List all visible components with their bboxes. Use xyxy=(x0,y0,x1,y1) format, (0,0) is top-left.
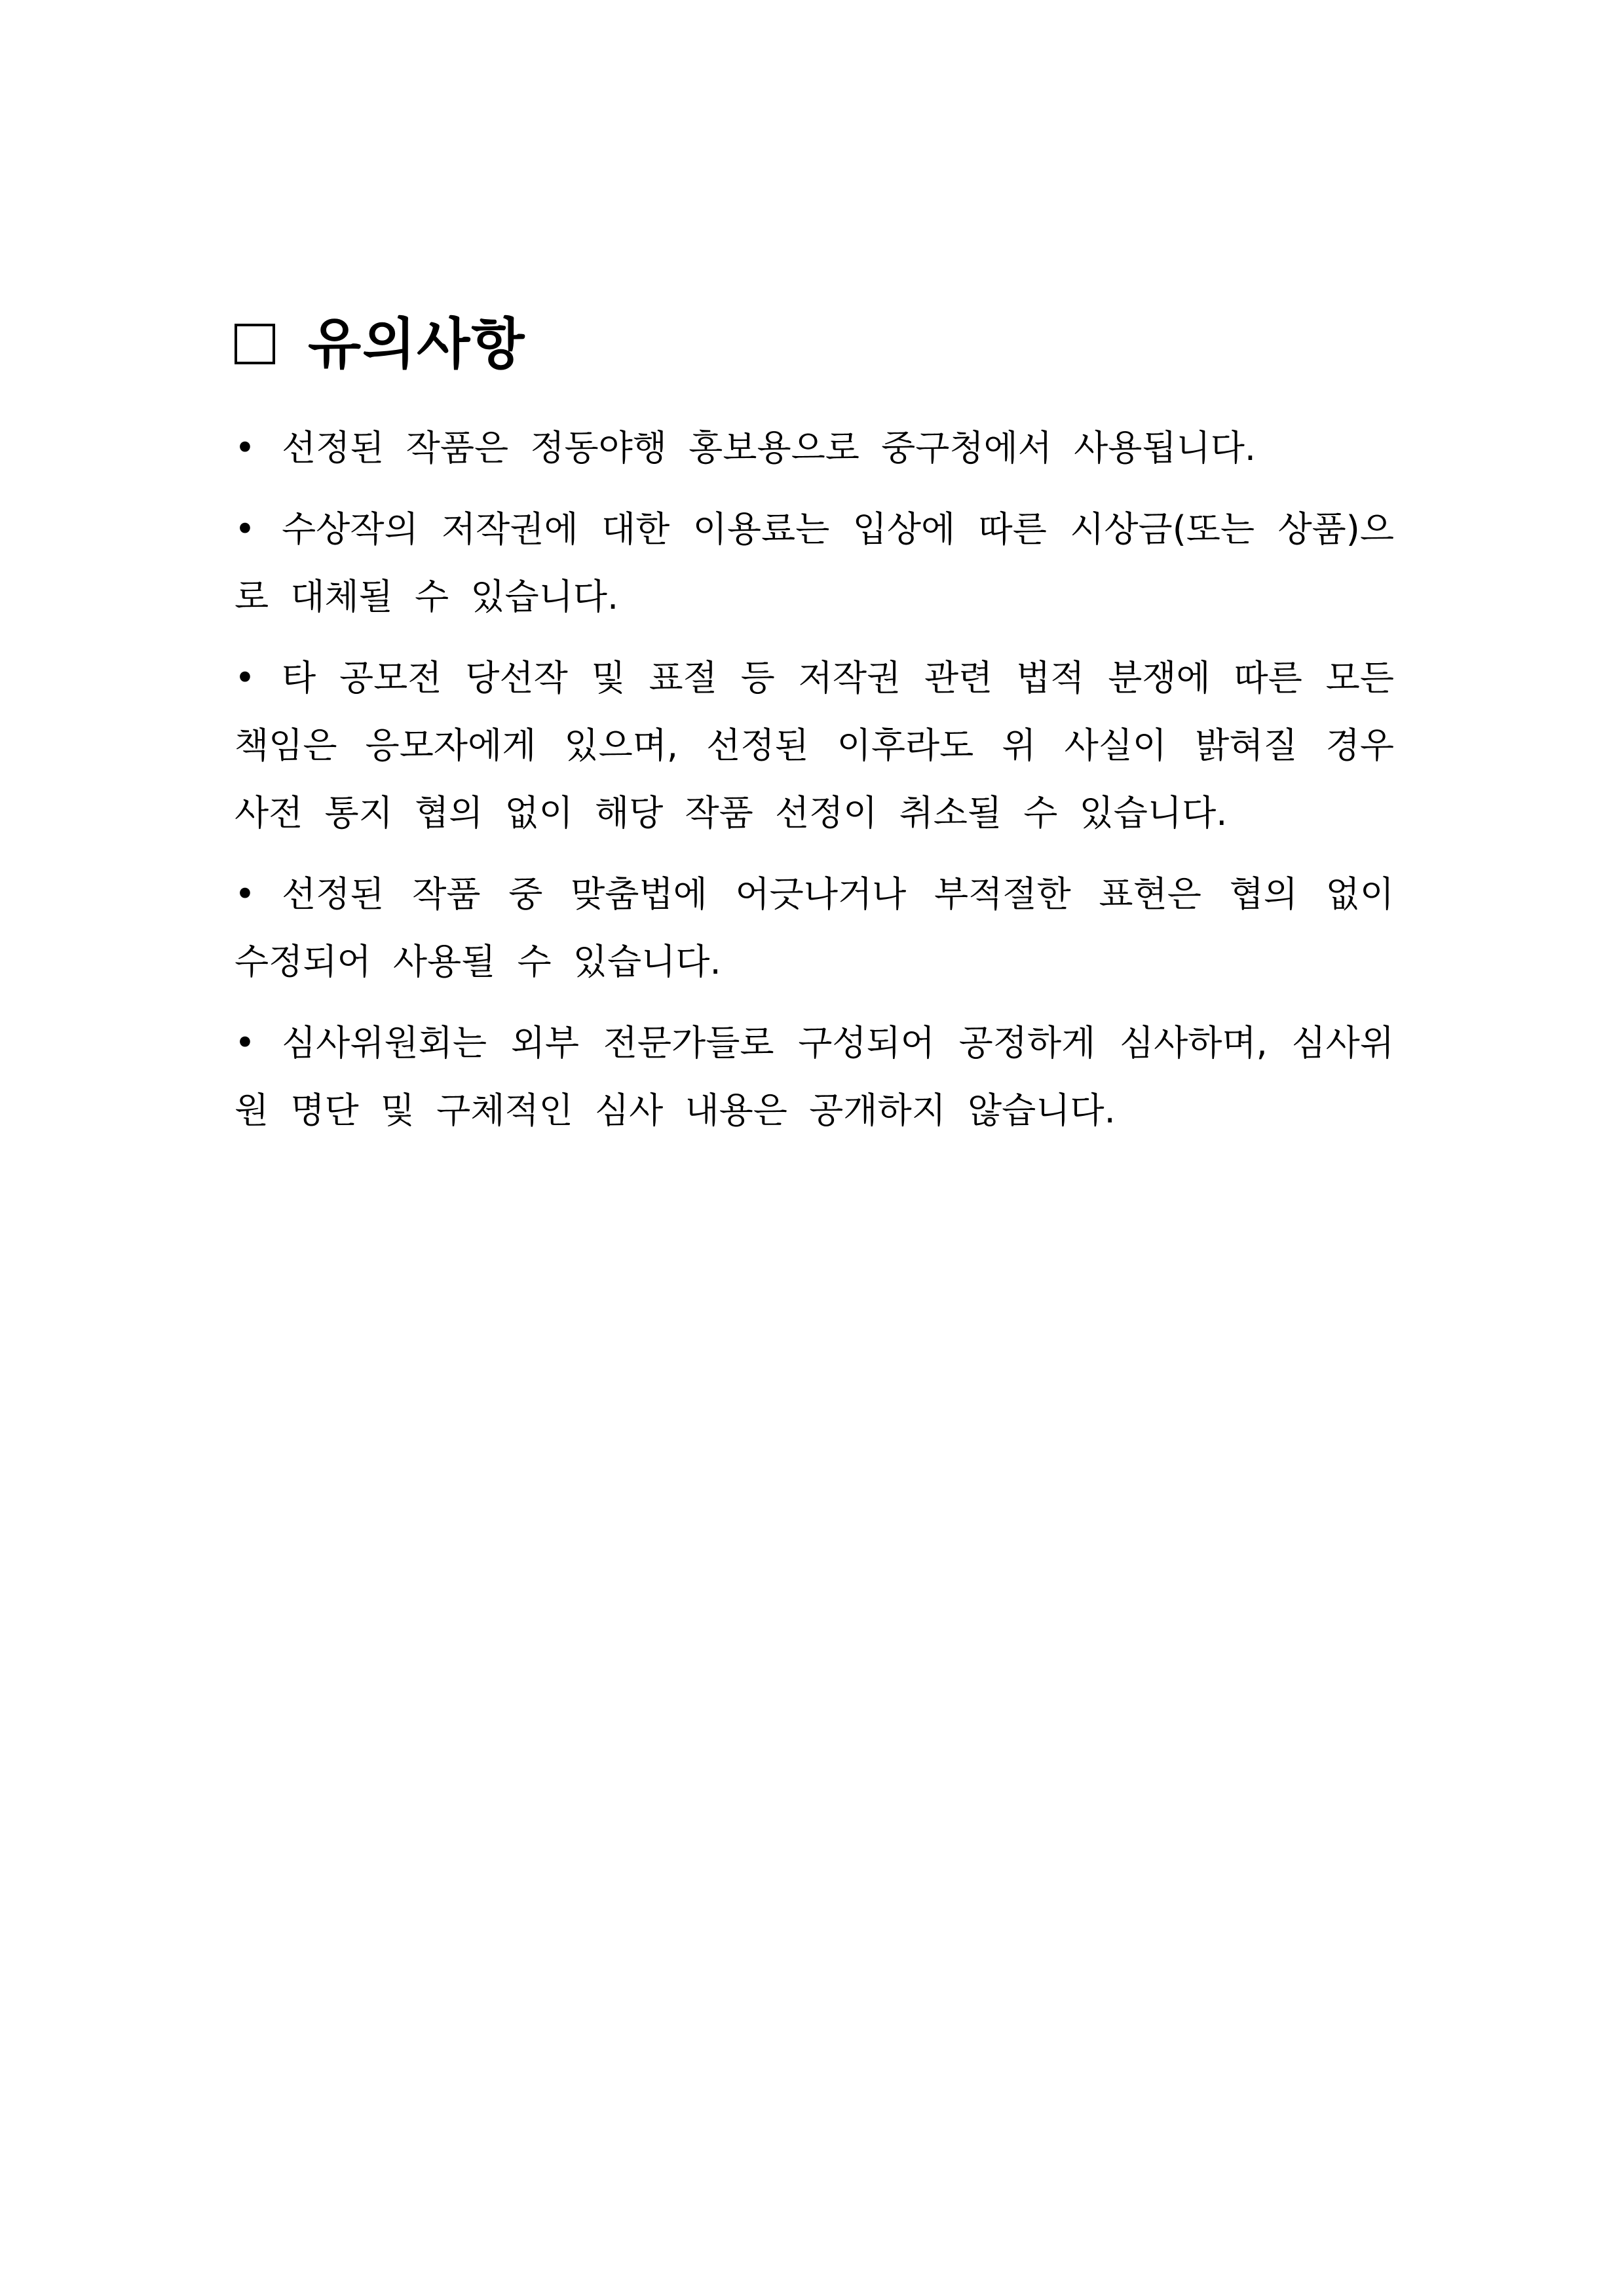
bullet-icon: • xyxy=(235,657,255,698)
notice-item xyxy=(235,644,1394,847)
bullet-icon: • xyxy=(235,508,255,550)
notice-section xyxy=(235,308,1394,1158)
notice-item xyxy=(235,1009,1394,1144)
bullet-icon: • xyxy=(235,427,255,469)
bullet-icon: • xyxy=(235,873,255,915)
notice-item-text: 수상작의 저작권에 대한 이용료는 입상에 따른 시상금(또는 상품)으로 대체될 수 있습니다. xyxy=(235,508,1394,617)
notice-item-text: 선정된 작품 중 맞춤법에 어긋나거나 부적절한 표현은 협의 없이 수정되어 사용될 수 있습니다. xyxy=(235,873,1394,982)
notice-item xyxy=(235,495,1394,630)
section-title: 유의사항 xyxy=(308,312,526,376)
notice-item-text: 타 공모전 당선작 및 표절 등 저작권 관련 법적 분쟁에 따른 모든 책임은 응모자에게 있으며, 선정된 이후라도 위 사실이 밝혀질 경우 사전 통지 협의 없이 해당 작품 선정이 취소될 수 있습니다. xyxy=(235,657,1394,833)
notice-list xyxy=(235,414,1394,1144)
notice-item xyxy=(235,414,1394,482)
notice-item-text: 심사위원회는 외부 전문가들로 구성되어 공정하게 심사하며, 심사위원 명단 및 구체적인 심사 내용은 공개하지 않습니다. xyxy=(235,1022,1394,1131)
checkbox-square-icon xyxy=(235,324,275,364)
notice-item-text: 선정된 작품은 정동야행 홍보용으로 중구청에서 사용됩니다. xyxy=(282,427,1256,469)
notice-item xyxy=(235,860,1394,995)
section-heading xyxy=(235,308,1394,380)
bullet-icon: • xyxy=(235,1022,255,1063)
